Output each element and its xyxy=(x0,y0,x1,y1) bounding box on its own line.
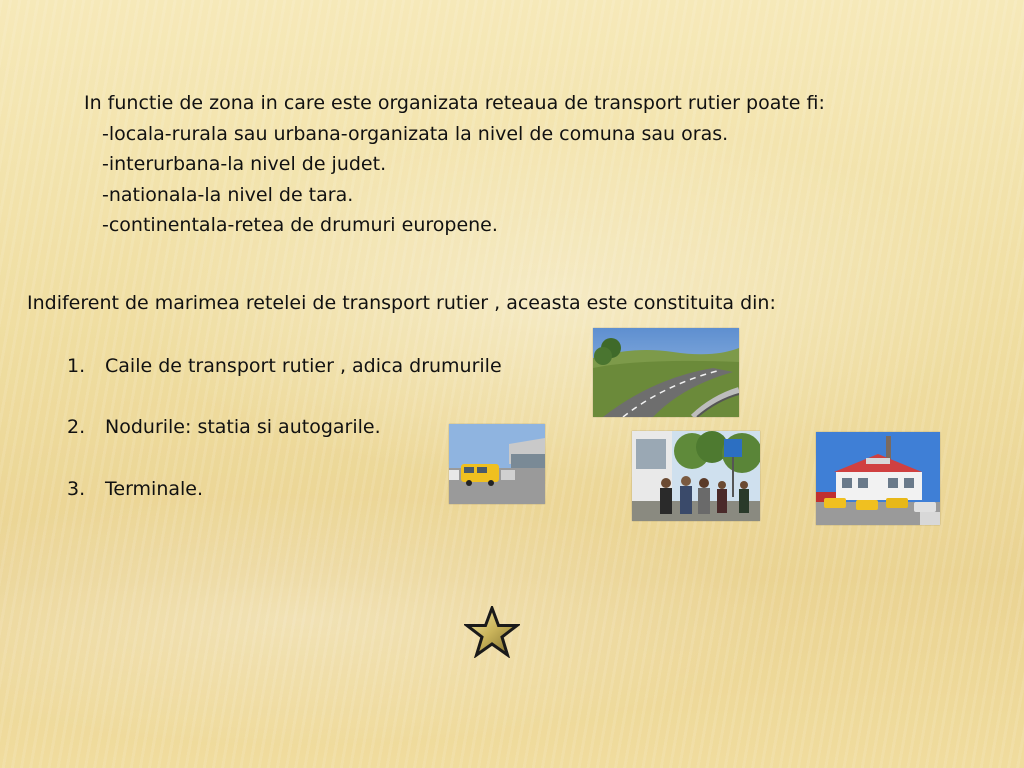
intro-block xyxy=(84,88,984,241)
list-number: 1. xyxy=(67,355,86,377)
list-text: Caile de transport rutier , adica drumurile xyxy=(105,355,502,377)
intro-item-national: -nationala-la nivel de tara. xyxy=(102,183,354,206)
list-item-roads xyxy=(67,351,502,381)
passengers-photo xyxy=(632,431,760,521)
intro-heading: In functie de zona in care este organizata reteaua de transport rutier poate fi: xyxy=(84,92,825,114)
terminal-photo xyxy=(816,432,940,525)
list-text: Terminale. xyxy=(105,478,204,500)
list-number: 2. xyxy=(67,416,86,438)
road-photo xyxy=(593,328,739,417)
list-item-nodes xyxy=(67,412,381,442)
bus-station-photo xyxy=(449,424,545,504)
intro-item-local: -locala-rurala sau urbana-organizata la nivel de comuna sau oras. xyxy=(102,122,729,145)
intro-item-continental: -continentala-retea de drumuri europene. xyxy=(102,214,498,236)
list-item-terminals xyxy=(67,474,203,504)
list-number: 3. xyxy=(67,478,86,500)
intro-item-interurban: -interurbana-la nivel de judet. xyxy=(102,153,387,175)
list-text: Nodurile: statia si autogarile. xyxy=(105,416,381,438)
lead-text: Indiferent de marimea retelei de transport rutier , aceasta este constituita din: xyxy=(27,292,776,314)
star-icon xyxy=(464,606,520,662)
